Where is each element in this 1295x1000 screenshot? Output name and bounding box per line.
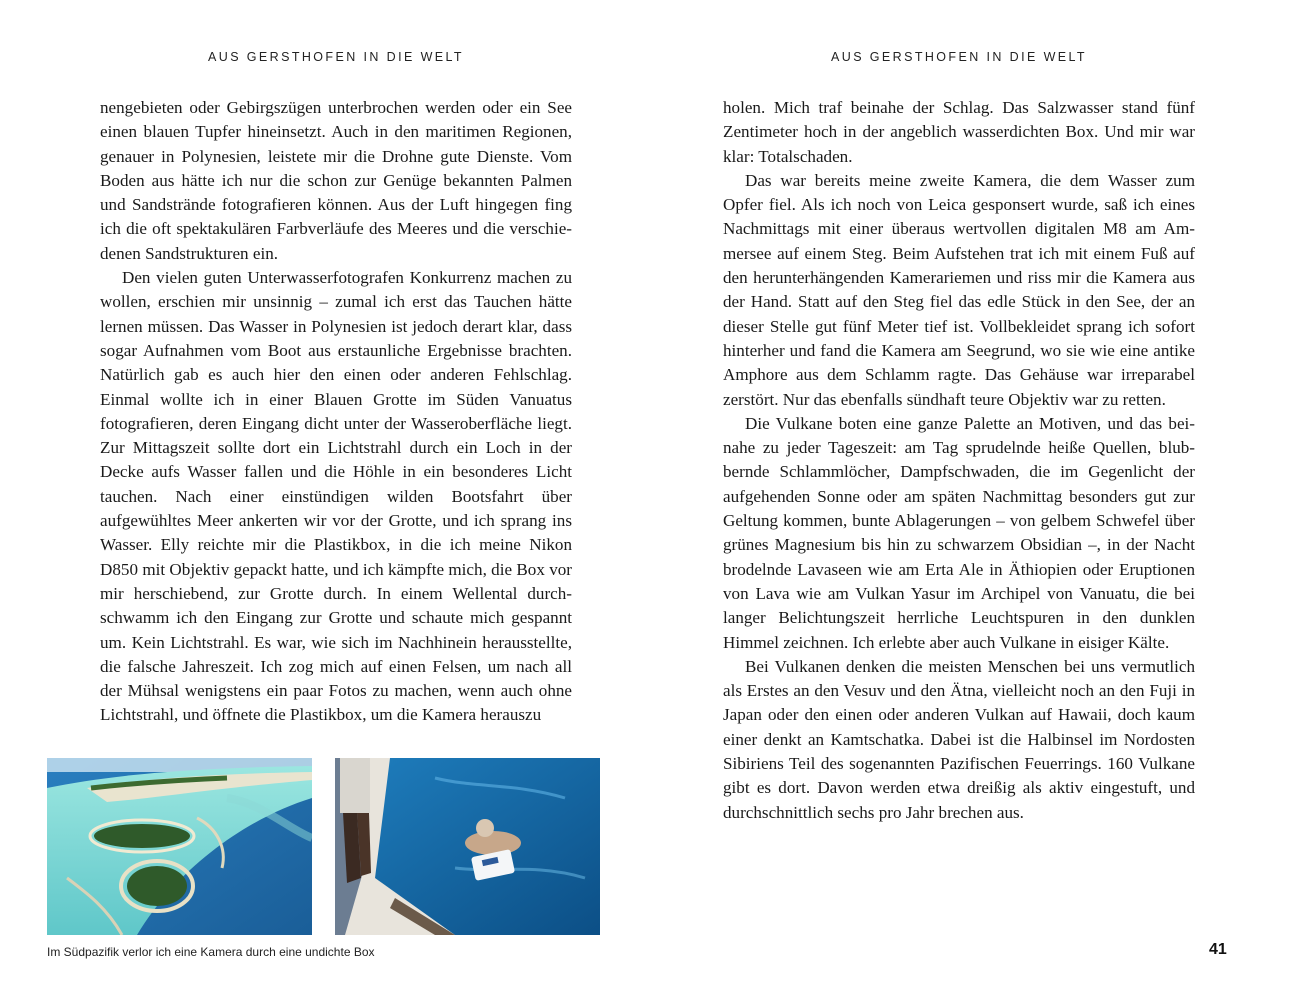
atoll-aerial-photo bbox=[47, 758, 312, 935]
running-head-left: AUS GERSTHOFEN IN DIE WELT bbox=[208, 50, 464, 64]
paragraph: Bei Vulkanen denken die meisten Menschen bei uns vermutlich als Erstes an den Vesuv und den Ätna, vielleicht noch an den Fuji in Japan oder den einen oder anderen Vulkan auf Hawaii, doch kaum einer denkt an Kamtschatka. Dabei ist die Halbinsel im Nordosten Sibiriens Teil des sogenannten Pazifischen Feuerrings. 160 Vulkane gibt es dort. Davon werden etwa dreißig als aktiv eingestuft, und durchschnittlich sechs pro Jahr brechen aus. bbox=[723, 656, 1195, 822]
swimmer-with-box-photo bbox=[335, 758, 600, 935]
running-head-right: AUS GERSTHOFEN IN DIE WELT bbox=[831, 50, 1087, 64]
body-text-right bbox=[723, 96, 1195, 825]
left-page bbox=[0, 0, 647, 1000]
body-text-left bbox=[100, 96, 572, 728]
paragraph: Die Vulkane boten eine ganze Palette an Motiven, und das beinahe zu jeder Tageszeit: am Tag sprudelnde heiße Quellen, blubbernde Schlammlöcher, Dampfschwaden, die im Gegenlicht der aufgehenden Sonne oder am späten Nachmittag besonders gut zur Geltung kommen, bunte Ablagerungen – von gelbem Schwefel über grünes Magnesium bis hin zu schwarzem Obsidian –, in der Nacht brodelnde Lavaseen wie am Erta Ale in Äthiopien oder Eruptionen von Lava wie am Vulkan Yasur im Archipel von Vanuatu, die bei langer Belichtungszeit herrliche Leuchtspuren in den dunklen Himmel zeichnen. Ich erlebte aber auch Vulkane in eisiger Kälte. bbox=[723, 413, 1195, 652]
paragraph: nengebieten oder Gebirgszügen unterbrochen werden oder ein See einen blauen Tupfer hineinsetzt. Auch in den maritimen Regionen, genauer in Polynesien, leistete mir die Drohne gute Dienste. Vom Boden aus hätte ich nur die schon zur Genüge bekannten Palmen und Sandstrände fotografieren können. Aus der Luft hingegen fing ich die oft spektakulären Farbverläufe des Meeres und die verschiedenen Sandstrukturen ein. bbox=[100, 98, 572, 263]
paragraph: Den vielen guten Unterwasserfotografen Konkurrenz machen zu wollen, erschien mir unsinnig – zumal ich erst das Tauchen hätte lernen müssen. Das Wasser in Polynesien ist jedoch derart klar, dass sogar Aufnahmen vom Boot aus erstaunliche Ergebnisse brachten. Natürlich gab es auch hier den einen oder anderen Fehlschlag. Einmal wollte ich in einer Blauen Grotte im Süden Vanuatus fotografieren, deren Eingang dicht unter der Wasseroberfläche liegt. Zur Mittagszeit sollte dort ein Lichtstrahl durch ein Loch in der Decke aufs Wasser fallen und die Höhle in ein besonderes Licht tauchen. Nach einer einstündigen wilden Bootsfahrt über aufgewühltes Meer ankerten wir vor der Grotte, und ich sprang ins Wasser. Elly reichte mir die Plastikbox, in die ich meine Nikon D850 mit Objektiv gepackt hatte, und ich kämpfte mich, die Box vor mir herschiebend, zur Grotte durch. In einem Wellental durchschwamm ich den Eingang zur Grotte und schaute mich gespannt um. Kein Lichtstrahl. Es war, wie sich im Nachhinein herausstellte, die falsche Jahreszeit. Ich zog mich auf einen Felsen, um nach all der Mühsal wenigstens ein paar Fotos zu machen, wenn auch ohne Lichtstrahl, und öffnete die Plastikbox, um die Kamera herauszu bbox=[100, 268, 572, 725]
photo-caption: Im Südpazifik verlor ich eine Kamera durch eine undichte Box bbox=[47, 945, 375, 959]
page-number: 41 bbox=[1209, 941, 1227, 958]
paragraph: Das war bereits meine zweite Kamera, die dem Wasser zum Opfer fiel. Als ich noch von Leica gesponsert wurde, saß ich eines Nachmittags mit einer überaus wertvollen digitalen M8 am Ammersee auf einem Steg. Beim Aufstehen trat ich mit einem Fuß auf den herunterhängenden Kamerariemen und riss mir die Kamera aus der Hand. Statt auf den Steg fiel das edle Stück in den See, der an dieser Stelle gut fünf Meter tief ist. Vollbekleidet sprang ich sofort hinterher und fand die Kamera am Seegrund, wo sie wie eine antike Amphore aus dem Schlamm ragte. Das Gehäuse war irreparabel zerstört. Nur das ebenfalls sündhaft teure Objektiv war zu retten. bbox=[723, 170, 1195, 409]
paragraph: holen. Mich traf beinahe der Schlag. Das Salzwasser stand fünf Zentimeter hoch in der angeblich wasserdichten Box. Und mir war klar: Totalschaden. bbox=[723, 98, 1195, 166]
right-page bbox=[647, 0, 1295, 1000]
